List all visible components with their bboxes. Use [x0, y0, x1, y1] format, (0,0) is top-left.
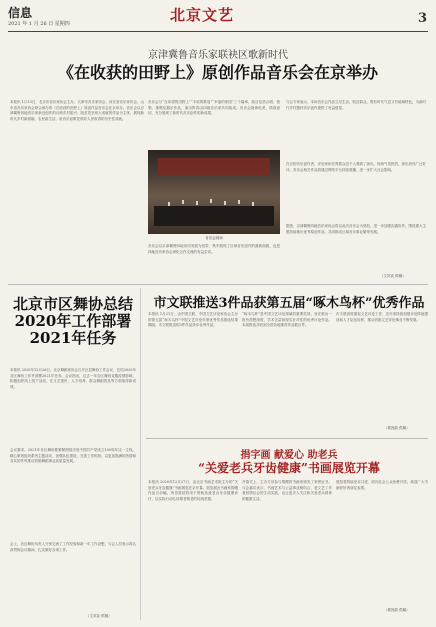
section-divider: [8, 284, 428, 285]
cover-story-col2: 开幕式上，主办方向参与捐赠的书画家颁发了荣誉证书。与会嘉宾表示，书画艺术与公益事业相结合，是文艺工作者回馈社会的生动实践，也让更多人关注和关爱老兵群体的健康生活。: [242, 480, 332, 501]
lead-story-title: 《在收获的田野上》原创作品音乐会在京举办: [57, 63, 378, 82]
left-story-body1: 本报讯 2020年12月26日，北京舞蹈家协会召开区县舞协工作会议，总结2020年各区舞协工作并部署2021年任务。会议指出，过去一年各区舞协克服疫情影响，积极组织线上线下活动，在文艺惠民、人才培养、群众舞蹈普及等方面取得新成绩。: [10, 368, 136, 389]
right-story-col1: 本报讯 1月21日，由中国文联、中国文艺评论家协会主办的第五届“啄木鸟杯”中国文艺评论年度优秀作品推选结果揭晓。市文联推送的3件作品获评优秀作品。: [148, 312, 238, 328]
story-divider: [146, 438, 428, 439]
column-divider: [140, 288, 141, 620]
right-story-title: 市文联推送3件品获第五届“啄木鸟杯”优秀作品: [153, 296, 425, 311]
section-title: 信息: [8, 6, 33, 20]
cover-story-subtitle: 捐字画 献爱心 助老兵: [240, 450, 338, 461]
cover-story-title: “关爱老兵牙齿健康”书画展览开幕: [198, 461, 380, 475]
cover-story-col1: 本报讯 2020年12月27日，由北京书画艺术院主办的“关爱老兵牙齿健康”书画展览在京开幕。展览展出书画家捐赠作品百余幅，所得善款将用于资助抗战老兵牙齿健康诊疗，以实际行动弘扬尊老敬老的传统美德。: [148, 480, 238, 501]
right-story-signature: （郭祝政 供稿）: [384, 426, 410, 430]
concert-photo: [148, 150, 280, 234]
lead-story-col5: 在京的音乐创作者、评论家和各界群众近千人观看了演出。现场气氛热烈，演出获得广泛好评。音乐会相关作品将通过网络平台持续展播，进一步扩大社会影响。: [286, 162, 426, 172]
photo-caption: 音乐会现场: [205, 236, 223, 240]
lead-story-col3: 音乐会以京津冀鲁四地协同发展为纽带，集中展现了区域音乐创作的最新面貌，也是四地音乐家协会深化合作交流的有益尝试。: [148, 244, 280, 254]
right-story-col3: 市文联高度重视文艺评论工作，近年来持续加强评论阵地建设和人才队伍培养，推动首都文艺评论事业不断发展。: [336, 312, 428, 322]
left-story-title: 北京市区舞协总结2020年工作部署2021年任务: [12, 295, 133, 347]
page-number: 3: [418, 11, 428, 26]
lead-story-col2: 音乐会分“在希望的田野上”“丰收的歌谣”“幸福的家园”三个篇章，曲目包括合唱、独唱、重唱及器乐作品，演出阵容由四地音乐家共同组成。音乐会旋律优美，情真意切，充分展现了新时代音乐创作的新成果。: [148, 100, 280, 116]
issue-date: 2021 年 1 月 26 日 星期四: [8, 21, 70, 27]
left-story-body2: 会议要求，2021年各区舞协要紧紧围绕庆祝中国共产党成立100周年这一主线，精心策划组织系列主题活动，加强队伍建设，完善工作机制，以更加饱满的热情和务实的作风推动首都舞蹈事业高质量发展。: [10, 448, 136, 464]
left-story-signature: （文宾宣 供稿）: [86, 614, 112, 618]
header-rule: [8, 31, 428, 32]
lead-story-col4: 与会专家表示，本场音乐会作品立足生活、贴近群众，既有时代气息又有地域特色，为新时代乡村题材音乐创作提供了有益借鉴。: [286, 100, 426, 110]
lead-story-signature: （文宾宣 供稿）: [380, 274, 406, 278]
lead-story-col6: 据悉，京津冀鲁四地音乐家协会将以此次音乐会为契机，进一步加强沟通协作，围绕重大主题持续推出优秀原创作品，共同推动区域音乐事业繁荣发展。: [286, 224, 426, 234]
right-story-col2: “啄木鸟杯”是中国文艺评论领域的重要奖项，旨在推出一批有思想深度、学术含量和现实针对性的优秀评论作品。本届推选共收到全国各地推荐作品数百件。: [242, 312, 332, 328]
left-story-body3: 会上，各区舞协负责人分别交流了工作经验和新一年工作设想，与会人员表示将认真贯彻会议精神，扎实做好各项工作。: [10, 542, 136, 552]
newspaper-logo: 北京文艺: [170, 6, 235, 24]
lead-story-subtitle: 京津冀鲁音乐家联袂区歌新时代: [148, 50, 288, 61]
cover-story-signature: （郭祝政 供稿）: [384, 608, 410, 612]
lead-story-col1: 本报讯 1月13日，北京市音乐家协会主办、天津市音乐家协会、河北省音乐家协会、山东省音乐家协会联合承办的《在收获的田野上》原创作品音乐会在京举办。音乐会以京津冀鲁四地音乐家新近创作的反映乡村振兴、脱贫攻坚伟大成就的作品为主体，展现新时代乡村新面貌、农民新生活，用音乐讴歌党领导人民取得的历史性成就。: [10, 100, 144, 121]
cover-story-col3: 展览将持续至本月底，面向社会公众免费开放，欢迎广大书画爱好者前往参观。: [336, 480, 428, 490]
